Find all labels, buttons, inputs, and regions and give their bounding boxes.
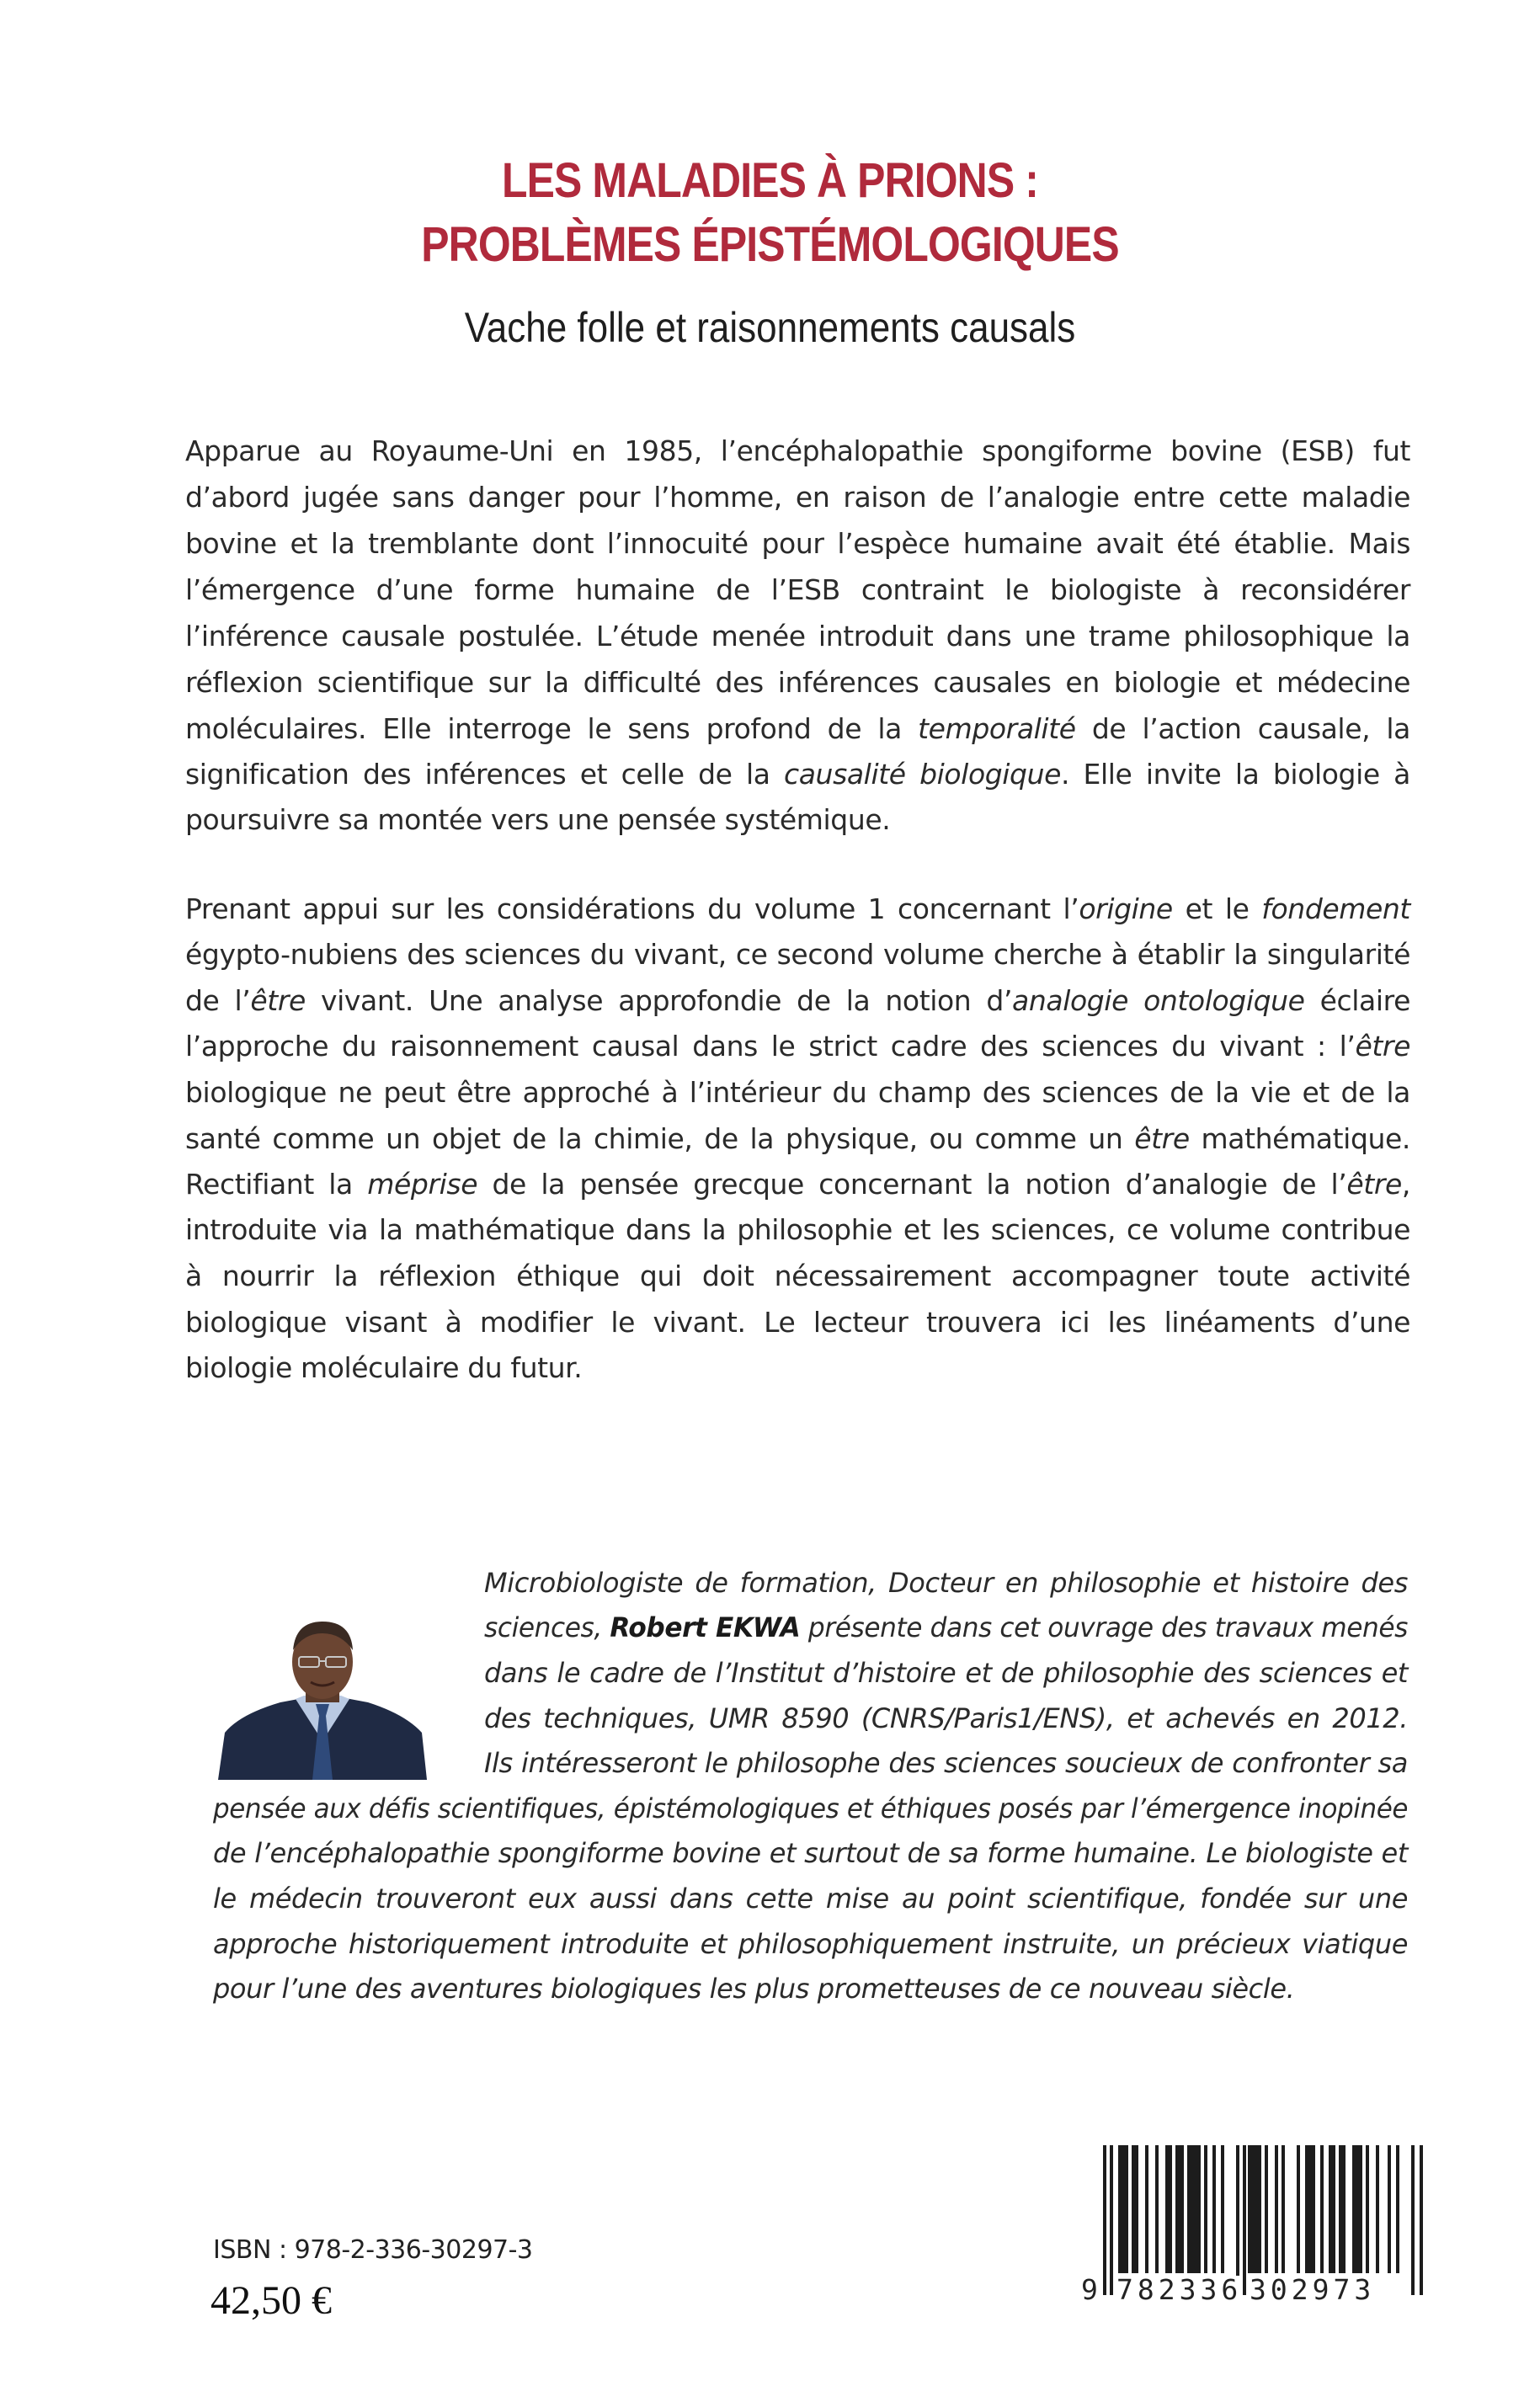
blurb-line bbox=[185, 709, 1410, 749]
text-run: éclaire bbox=[1304, 984, 1410, 1017]
blurb-line: l’émergence d’une forme humaine de l’ESB contraint le biologiste à reconsidérer bbox=[185, 573, 1410, 606]
text-run: Prenant appui sur les considérations du volume 1 concernant l’ bbox=[185, 892, 1079, 925]
text-run: de l’action causale, la bbox=[1075, 712, 1410, 745]
blurb-line bbox=[185, 1119, 1410, 1159]
text-run: sciences, bbox=[484, 1611, 610, 1643]
text-run: mathématique. bbox=[1189, 1122, 1410, 1155]
emphasis-etre: être bbox=[1134, 1122, 1190, 1155]
bio-line: approche historiquement introduite et philosophiquement instruite, un précieux viatique bbox=[213, 1928, 1408, 1960]
blurb-line: égypto-nubiens des sciences du vivant, ce second volume cherche à établir la singularité bbox=[185, 938, 1410, 971]
blurb-line bbox=[185, 1164, 1410, 1205]
author-name: Robert EKWA bbox=[610, 1611, 801, 1643]
emphasis-origine: origine bbox=[1079, 892, 1173, 925]
bio-line: pensée aux défis scientifiques, épistémologiques et éthiques posés par l’émergence inopinée bbox=[213, 1792, 1409, 1824]
bio-line: de l’encéphalopathie spongiforme bovine et surtout de sa forme humaine. Le biologiste et bbox=[213, 1837, 1408, 1869]
emphasis-fondement: fondement bbox=[1261, 892, 1410, 925]
isbn-label: ISBN : 978-2-336-30297-3 bbox=[213, 2235, 533, 2265]
emphasis-meprise: méprise bbox=[367, 1168, 478, 1201]
blurb-line bbox=[185, 889, 1410, 929]
text-run: présente dans cet ouvrage des travaux menés bbox=[800, 1611, 1409, 1643]
emphasis-etre: être bbox=[1355, 1030, 1410, 1063]
barcode-digits-left: 782336 bbox=[1116, 2273, 1243, 2306]
author-photo bbox=[215, 1615, 430, 1780]
blurb-line: Apparue au Royaume-Uni en 1985, l’encéphalopathie spongiforme bovine (ESB) fut bbox=[185, 434, 1410, 467]
bio-line: pour l’une des aventures biologiques les plus prometteuses de ce nouveau siècle. bbox=[213, 1973, 1295, 2005]
barcode-digit-lead: 9 bbox=[1081, 2273, 1098, 2306]
blurb-line: d’abord jugée sans danger pour l’homme, en raison de l’analogie entre cette maladie bbox=[185, 481, 1410, 514]
emphasis-etre: être bbox=[250, 984, 306, 1017]
emphasis-causalite-biologique: causalité biologique bbox=[783, 758, 1062, 791]
price-label: 42,50 € bbox=[210, 2278, 332, 2323]
emphasis-analogie-ontologique: analogie ontologique bbox=[1012, 984, 1305, 1017]
blurb-line: réflexion scientifique sur la difficulté des inférences causales en biologie et médecine bbox=[185, 666, 1410, 699]
blurb-line: biologie moléculaire du futur. bbox=[185, 1351, 583, 1384]
bio-line bbox=[484, 1607, 1408, 1648]
bio-line: le médecin trouveront eux aussi dans cette mise au point scientifique, fondée sur une bbox=[213, 1883, 1408, 1915]
text-run: et le bbox=[1172, 892, 1262, 925]
book-subtitle: Vache folle et raisonnements causals bbox=[464, 304, 1076, 351]
blurb-line: à nourrir la réflexion éthique qui doit nécessairement accompagner toute activité bbox=[185, 1260, 1410, 1292]
blurb-line: bovine et la tremblante dont l’innocuité pour l’espèce humaine avait été établie. Mais bbox=[185, 527, 1410, 560]
blurb-line bbox=[185, 754, 1410, 795]
blurb-line bbox=[185, 981, 1410, 1021]
blurb-line bbox=[185, 1026, 1410, 1067]
text-run: santé comme un objet de la chimie, de la physique, ou comme un bbox=[185, 1122, 1135, 1155]
text-run: vivant. Une analyse approfondie de la notion d’ bbox=[305, 984, 1013, 1017]
text-run: de la pensée grecque concernant la notion d’analogie de l’ bbox=[477, 1168, 1347, 1201]
text-run: , bbox=[1401, 1168, 1410, 1201]
blurb-line: introduite via la mathématique dans la philosophie et les sciences, ce volume contribue bbox=[185, 1213, 1410, 1246]
emphasis-temporalite: temporalité bbox=[918, 712, 1076, 745]
text-run: l’approche du raisonnement causal dans le strict cadre des sciences du vivant : l’ bbox=[185, 1030, 1356, 1063]
text-run: Rectifiant la bbox=[185, 1168, 368, 1201]
text-run: de l’ bbox=[185, 984, 251, 1017]
text-run: . Elle invite la biologie à bbox=[1061, 758, 1411, 791]
emphasis-etre: être bbox=[1346, 1168, 1402, 1201]
barcode-digits-right: 302973 bbox=[1250, 2273, 1376, 2306]
book-title-line-1: LES MALADIES À PRIONS : bbox=[501, 153, 1039, 208]
book-title-line-2: PROBLÈMES ÉPISTÉMOLOGIQUES bbox=[421, 217, 1119, 272]
bio-line: des techniques, UMR 8590 (CNRS/Paris1/ENS), et achevés en 2012. bbox=[484, 1702, 1408, 1734]
text-run: signification des inférences et celle de la bbox=[185, 758, 784, 791]
bio-line: dans le cadre de l’Institut d’histoire et de philosophie des sciences et bbox=[484, 1657, 1408, 1689]
text-run: moléculaires. Elle interroge le sens profond de la bbox=[185, 712, 919, 745]
blurb-line: poursuivre sa montée vers une pensée systémique. bbox=[185, 803, 891, 836]
bio-line: Microbiologiste de formation, Docteur en philosophie et histoire des bbox=[484, 1567, 1408, 1599]
author-portrait-icon bbox=[215, 1615, 430, 1780]
blurb-line: l’inférence causale postulée. L’étude menée introduit dans une trame philosophique la bbox=[185, 620, 1410, 652]
blurb-line: biologique ne peut être approché à l’intérieur du champ des sciences de la vie et de la bbox=[185, 1076, 1410, 1109]
bio-line: Ils intéresseront le philosophe des sciences soucieux de confronter sa bbox=[484, 1747, 1408, 1779]
blurb-line: biologique visant à modifier le vivant. Le lecteur trouvera ici les linéaments d’une bbox=[185, 1306, 1410, 1339]
